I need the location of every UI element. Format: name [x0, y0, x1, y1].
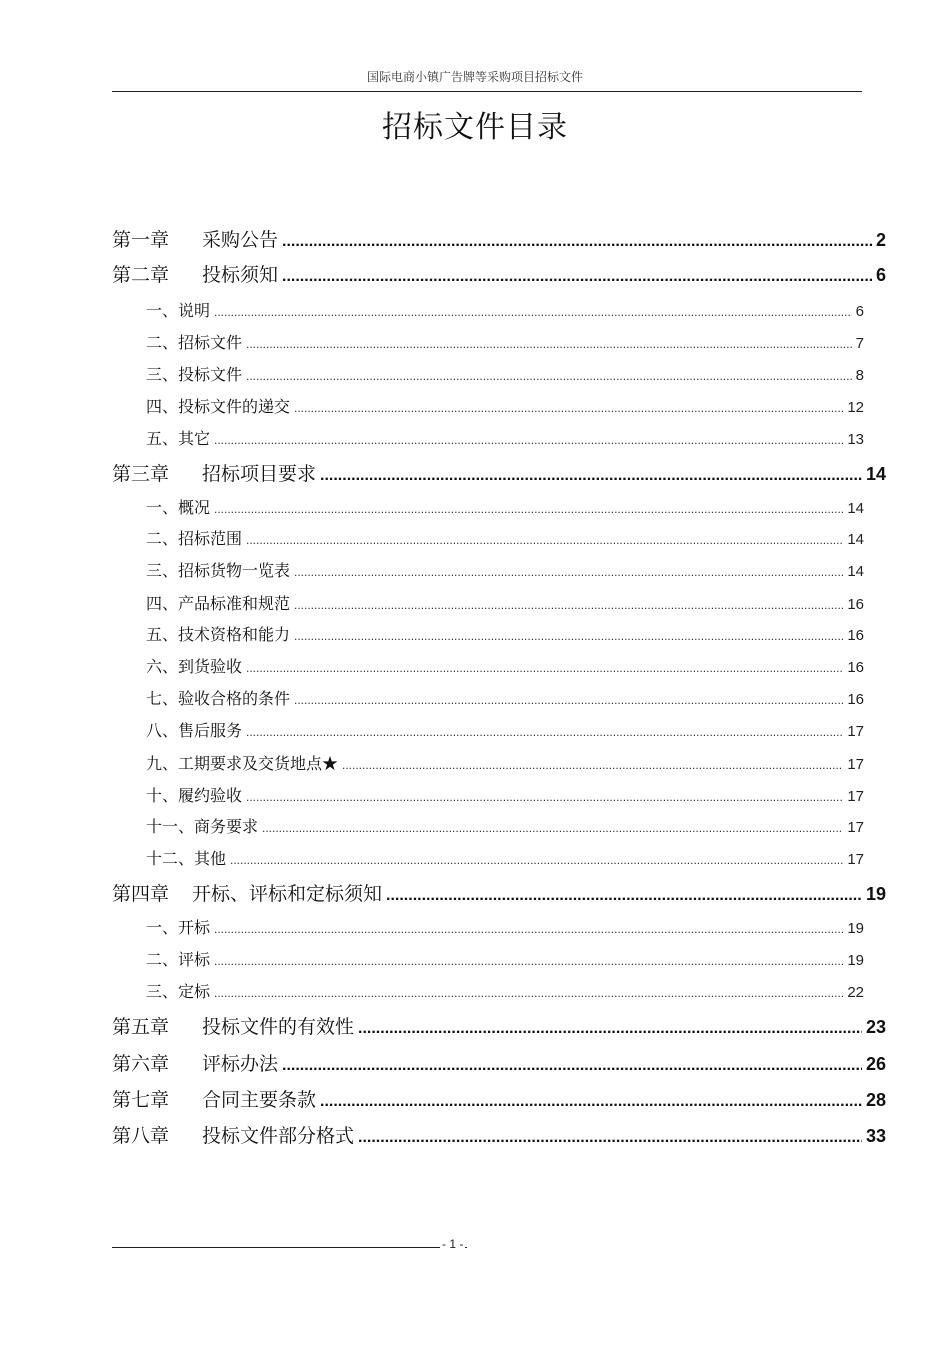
dot-leader: [246, 337, 852, 351]
dot-leader: [294, 693, 843, 707]
toc-section-2-4[interactable]: [146, 394, 864, 417]
page-number: 16: [847, 596, 864, 613]
toc-section-3-4[interactable]: [146, 591, 864, 614]
section-title: 五、其它: [146, 429, 211, 448]
page-number: 23: [865, 1017, 886, 1037]
page-number: 6: [855, 303, 864, 320]
document-title: 招标文件目录: [382, 110, 568, 145]
section-title: 二、招标文件: [146, 333, 243, 352]
chapter-label: 第六章: [112, 1053, 170, 1075]
section-title: 三、招标货物一览表: [146, 561, 291, 580]
dot-leader: [320, 1093, 862, 1111]
chapter-label: 第一章: [112, 229, 170, 251]
dot-leader: [294, 598, 843, 612]
dot-leader: [214, 433, 843, 447]
chapter-label: 第五章: [112, 1016, 170, 1038]
dot-leader: [214, 922, 843, 936]
chapter-title: 采购公告: [202, 229, 279, 251]
toc-chapter-8[interactable]: [112, 1121, 886, 1148]
page-number: 17: [847, 819, 864, 836]
page-number: 6: [875, 265, 886, 285]
dot-leader: [342, 758, 843, 772]
section-title: 三、定标: [146, 982, 211, 1001]
toc-section-3-11[interactable]: [146, 814, 864, 837]
section-title: 九、工期要求及交货地点★: [146, 754, 339, 773]
page-number: 19: [847, 952, 864, 969]
dot-leader: [358, 1129, 862, 1147]
chapter-label: 第七章: [112, 1089, 170, 1111]
toc-section-3-6[interactable]: [146, 654, 864, 677]
section-title: 十二、其他: [146, 849, 227, 868]
dot-leader: [246, 725, 843, 739]
toc-section-3-1[interactable]: [146, 495, 864, 518]
section-title: 五、技术资格和能力: [146, 625, 291, 644]
toc-section-4-3[interactable]: [146, 979, 864, 1002]
toc-chapter-3[interactable]: [112, 459, 886, 486]
page-number: 14: [847, 563, 864, 580]
section-title: 四、产品标准和规范: [146, 594, 291, 613]
toc-chapter-4[interactable]: [112, 879, 886, 906]
toc-section-2-3[interactable]: [146, 362, 864, 385]
toc-section-2-2[interactable]: [146, 330, 864, 353]
page-number: 13: [847, 431, 864, 448]
toc-section-2-1[interactable]: [146, 298, 864, 321]
toc-section-3-7[interactable]: [146, 686, 864, 709]
dot-leader: [358, 1020, 862, 1038]
section-title: 六、到货验收: [146, 657, 243, 676]
dot-leader: [386, 887, 862, 905]
dot-leader: [246, 533, 843, 547]
dot-leader: [320, 467, 862, 485]
dot-leader: [262, 821, 843, 835]
chapter-label: 第三章: [112, 463, 170, 485]
page-number: 16: [847, 627, 864, 644]
chapter-label: 第二章: [112, 264, 170, 286]
toc-section-4-1[interactable]: [146, 915, 864, 938]
toc-section-3-8[interactable]: [146, 718, 864, 741]
dot-leader: [246, 369, 852, 383]
section-title: 三、投标文件: [146, 365, 243, 384]
toc-chapter-6[interactable]: [112, 1049, 886, 1076]
toc-section-2-5[interactable]: [146, 426, 864, 449]
toc-section-3-9[interactable]: [146, 751, 864, 774]
page-number: 26: [865, 1054, 886, 1074]
toc-chapter-2[interactable]: [112, 260, 886, 287]
page-number: 22: [847, 984, 864, 1001]
dot-leader: [214, 954, 843, 968]
chapter-title: 投标须知: [202, 264, 279, 286]
page-number: 8: [855, 367, 864, 384]
page-number: 14: [847, 500, 864, 517]
section-title: 一、开标: [146, 918, 211, 937]
toc-section-3-5[interactable]: [146, 622, 864, 645]
dot-leader: [246, 661, 843, 675]
section-title: 四、投标文件的递交: [146, 397, 291, 416]
page-number: 28: [865, 1090, 886, 1110]
chapter-title: 合同主要条款: [202, 1089, 317, 1111]
dot-leader: [282, 1057, 862, 1075]
section-title: 一、说明: [146, 301, 211, 320]
dot-leader: [214, 502, 843, 516]
page-number: 17: [847, 756, 864, 773]
section-title: 七、验收合格的条件: [146, 689, 291, 708]
page-number: 19: [865, 884, 886, 904]
footer-divider: [112, 1247, 467, 1248]
chapter-title: 评标办法: [202, 1053, 279, 1075]
page-number: 17: [847, 723, 864, 740]
section-title: 二、评标: [146, 950, 211, 969]
dot-leader: [282, 233, 872, 251]
toc-chapter-1[interactable]: [112, 225, 886, 252]
chapter-title: 投标文件的有效性: [202, 1016, 355, 1038]
toc-chapter-7[interactable]: [112, 1085, 886, 1112]
dot-leader: [214, 986, 843, 1000]
section-title: 八、售后服务: [146, 721, 243, 740]
page-number: 17: [847, 851, 864, 868]
page-footer-number: - 1 -: [442, 1237, 464, 1251]
chapter-title: 投标文件部分格式: [202, 1125, 355, 1147]
page-number: 12: [847, 399, 864, 416]
page-number: 33: [865, 1126, 886, 1146]
page-number: 17: [847, 788, 864, 805]
dot-leader: [246, 790, 843, 804]
dot-leader: [214, 305, 852, 319]
section-title: 一、概况: [146, 498, 211, 517]
page-number: 2: [875, 230, 886, 250]
chapter-label: 第四章: [112, 883, 170, 905]
dot-leader: [294, 401, 843, 415]
toc-section-3-3[interactable]: [146, 558, 864, 581]
page-number: 14: [865, 464, 886, 484]
toc-section-4-2[interactable]: [146, 947, 864, 970]
page-number: 19: [847, 920, 864, 937]
running-header: 国际电商小镇广告牌等采购项目招标文件: [366, 70, 583, 84]
toc-section-3-2[interactable]: [146, 526, 864, 549]
chapter-title: 招标项目要求: [202, 463, 317, 485]
toc-section-3-10[interactable]: [146, 783, 864, 806]
page-number: 7: [855, 335, 864, 352]
section-title: 十、履约验收: [146, 786, 243, 805]
page-number: 16: [847, 659, 864, 676]
section-title: 二、招标范围: [146, 529, 243, 548]
dot-leader: [230, 853, 843, 867]
chapter-title: 开标、评标和定标须知: [192, 883, 383, 905]
page-number: 16: [847, 691, 864, 708]
page-number: 14: [847, 531, 864, 548]
toc-chapter-5[interactable]: [112, 1012, 886, 1039]
dot-leader: [294, 565, 843, 579]
section-title: 十一、商务要求: [146, 817, 259, 836]
toc-section-3-12[interactable]: [146, 846, 864, 869]
dot-leader: [282, 268, 872, 286]
dot-leader: [294, 629, 843, 643]
chapter-label: 第八章: [112, 1125, 170, 1147]
